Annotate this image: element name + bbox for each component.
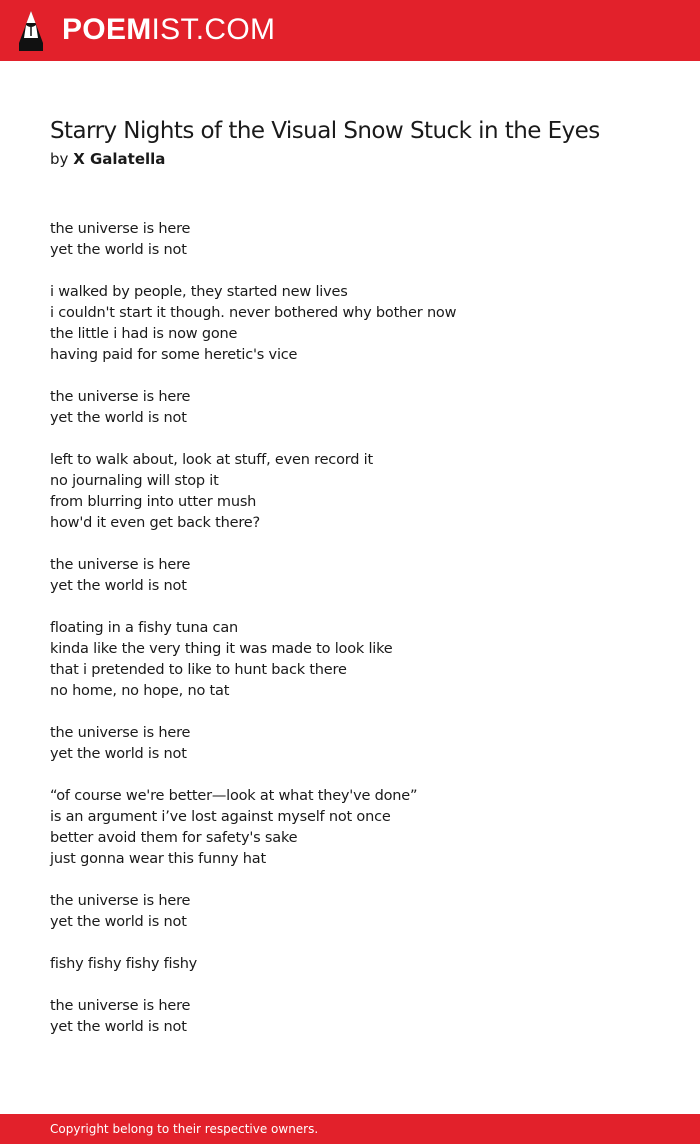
author-name: X Galatella [73, 150, 166, 168]
poem-line: that i pretended to like to hunt back there [50, 662, 347, 678]
poem-line: fishy fishy fishy fishy [50, 956, 198, 972]
stanza [50, 282, 650, 366]
pen-nib-logo-icon[interactable] [18, 10, 44, 52]
poem-line: yet the world is not [50, 578, 187, 594]
poem-title: Starry Nights of the Visual Snow Stuck in the Eyes [50, 118, 600, 144]
stanza [50, 387, 650, 429]
stanza-break [50, 597, 650, 618]
stanza-break [50, 366, 650, 387]
poem-line: the universe is here [50, 221, 191, 237]
poem-line: from blurring into utter mush [50, 494, 257, 510]
site-footer [0, 1114, 700, 1144]
poem-line: better avoid them for safety's sake [50, 830, 298, 846]
stanza [50, 618, 650, 702]
stanza-break [50, 261, 650, 282]
stanza-break [50, 702, 650, 723]
poem-line: yet the world is not [50, 1019, 187, 1035]
poem-body [50, 219, 650, 1038]
logo-text-bold: POEM [62, 13, 152, 46]
poem-line: the universe is here [50, 725, 191, 741]
poem-line: how'd it even get back there? [50, 515, 261, 531]
stanza [50, 996, 650, 1038]
poem-line: the universe is here [50, 893, 191, 909]
poem-line: the little i had is now gone [50, 326, 238, 342]
poem-line: floating in a fishy tuna can [50, 620, 239, 636]
poem-line: no home, no hope, no tat [50, 683, 230, 699]
stanza-break [50, 870, 650, 891]
site-logo[interactable] [62, 12, 275, 48]
poem-line: just gonna wear this funny hat [50, 851, 266, 867]
stanza-break [50, 765, 650, 786]
site-header [0, 0, 700, 61]
stanza [50, 555, 650, 597]
poem-line: left to walk about, look at stuff, even record it [50, 452, 373, 468]
logo-text-light: IST.COM [151, 13, 276, 46]
poem-line: the universe is here [50, 557, 191, 573]
stanza-break [50, 975, 650, 996]
poem-line: the universe is here [50, 998, 191, 1014]
stanza [50, 450, 650, 534]
poem-line: yet the world is not [50, 746, 187, 762]
stanza [50, 723, 650, 765]
by-label: by [50, 150, 69, 168]
poem-line: yet the world is not [50, 914, 187, 930]
stanza-break [50, 429, 650, 450]
poem-line: having paid for some heretic's vice [50, 347, 298, 363]
stanza-break [50, 933, 650, 954]
stanza-break [50, 534, 650, 555]
poem-line: kinda like the very thing it was made to look like [50, 641, 393, 657]
poem-line: is an argument i’ve lost against myself not once [50, 809, 391, 825]
poem-line: yet the world is not [50, 242, 187, 258]
stanza [50, 891, 650, 933]
poem-line: the universe is here [50, 389, 191, 405]
poem-line: “of course we're better—look at what they've done” [50, 788, 418, 804]
stanza [50, 954, 650, 975]
byline [50, 148, 165, 170]
copyright-text: Copyright belong to their respective owners. [50, 1122, 319, 1136]
poem-line: i couldn't start it though. never bothered why bother now [50, 305, 457, 321]
poem-line: i walked by people, they started new lives [50, 284, 348, 300]
stanza [50, 786, 650, 870]
poem-line: yet the world is not [50, 410, 187, 426]
poem-line: no journaling will stop it [50, 473, 219, 489]
stanza [50, 219, 650, 261]
